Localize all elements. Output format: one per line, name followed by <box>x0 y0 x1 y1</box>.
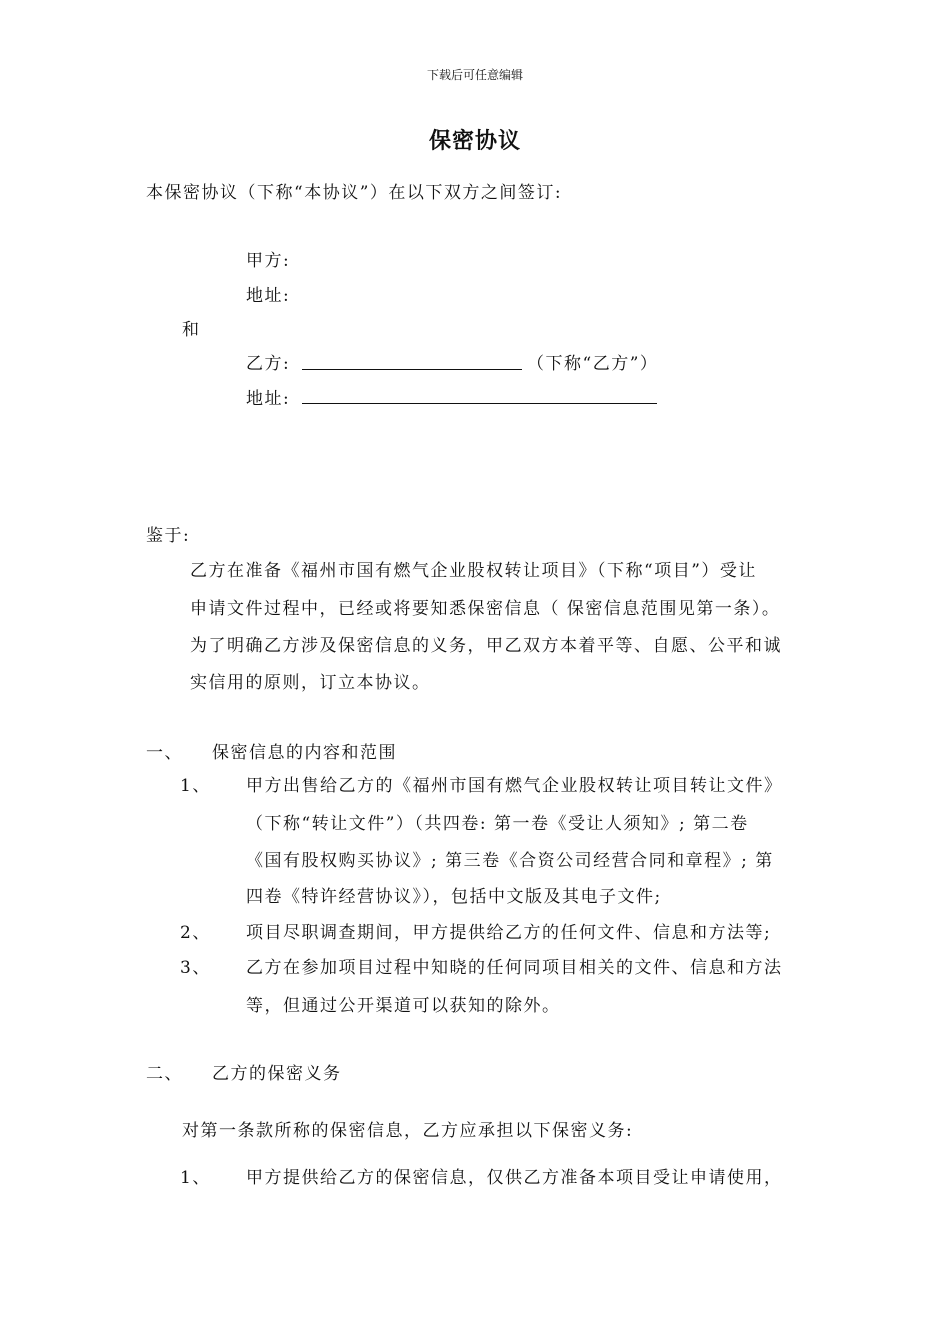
whereas-line: 乙方在准备《福州市国有燃气企业股权转让项目》（下称“项目”）受让 <box>190 561 757 581</box>
header-note: 下载后可任意编辑 <box>426 68 523 82</box>
section2-number: 二、 <box>146 1064 183 1084</box>
whereas-line: 实信用的原则，订立本协议。 <box>190 673 431 693</box>
section1-item-line: 四卷《特许经营协议》），包括中文版及其电子文件; <box>246 887 662 907</box>
party-b-address-blank <box>302 403 657 404</box>
section2-title: 乙方的保密义务 <box>212 1064 342 1084</box>
section2-lead: 对第一条款所称的保密信息，乙方应承担以下保密义务: <box>182 1121 634 1141</box>
party-a-address-label: 地址: <box>246 286 291 306</box>
section1-item-number: 1、 <box>180 776 211 796</box>
section1-item-number: 3、 <box>180 958 211 978</box>
document-title: 保密协议 <box>428 128 521 154</box>
party-b-alias: （下称“乙方”） <box>527 354 659 374</box>
section1-item-line: 等，但通过公开渠道可以获知的除外。 <box>246 996 561 1016</box>
whereas-line: 为了明确乙方涉及保密信息的义务，甲乙双方本着平等、自愿、公平和诚 <box>190 636 782 656</box>
party-b-label: 乙方: <box>246 354 291 374</box>
whereas-label: 鉴于: <box>146 526 191 546</box>
and-word: 和 <box>182 320 201 340</box>
intro-text: 本保密协议（下称“本协议”）在以下双方之间签订: <box>146 183 563 203</box>
section1-item-line: 乙方在参加项目过程中知晓的任何同项目相关的文件、信息和方法 <box>246 958 783 978</box>
party-b-name-blank <box>302 369 522 370</box>
section1-item-line: 项目尽职调查期间，甲方提供给乙方的任何文件、信息和方法等; <box>246 923 772 943</box>
party-b-address-label: 地址: <box>246 389 291 409</box>
section1-item-line: 《国有股权购买协议》; 第三卷《合资公司经营合同和章程》; 第 <box>246 851 774 871</box>
party-a-label: 甲方: <box>246 251 291 271</box>
section1-title: 保密信息的内容和范围 <box>212 743 397 763</box>
section1-item-number: 2、 <box>180 923 211 943</box>
section2-item-line: 甲方提供给乙方的保密信息，仅供乙方准备本项目受让申请使用， <box>246 1168 783 1188</box>
section1-item-line: （下称“转让文件”）（共四卷: 第一卷《受让人须知》; 第二卷 <box>246 814 749 834</box>
section1-item-line: 甲方出售给乙方的《福州市国有燃气企业股权转让项目转让文件》 <box>246 776 783 796</box>
section1-number: 一、 <box>146 743 183 763</box>
section2-item-number: 1、 <box>180 1168 211 1188</box>
whereas-line: 申请文件过程中，已经或将要知悉保密信息（ 保密信息范围见第一条）。 <box>190 599 781 619</box>
